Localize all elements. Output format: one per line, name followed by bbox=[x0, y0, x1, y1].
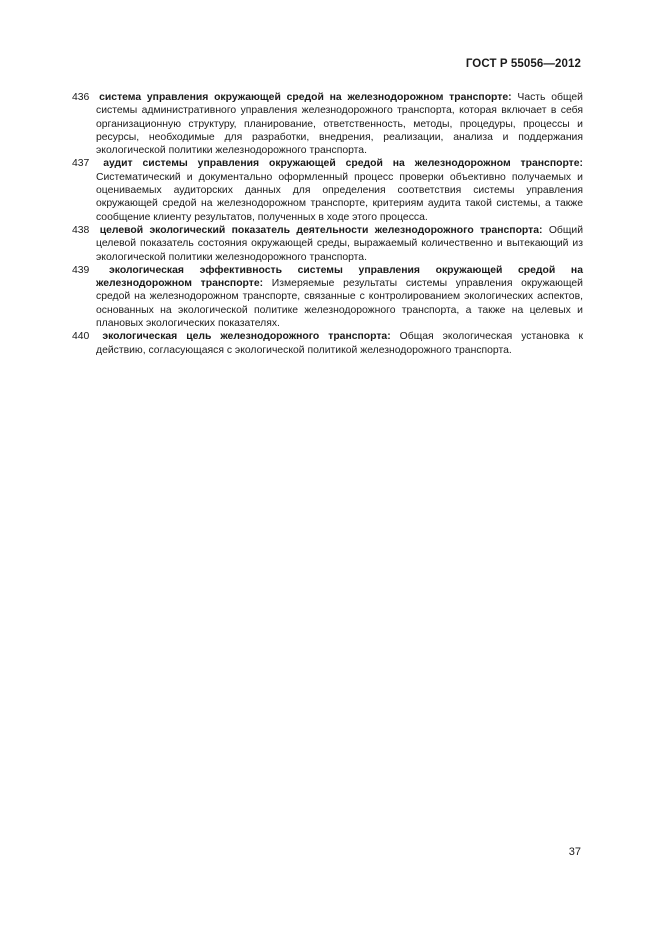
term-entry-437 bbox=[72, 157, 583, 223]
term-number: 440 bbox=[72, 331, 90, 343]
term-definition: Измеряемые результаты системы управления окружающей средой на железнодорожном транспорте, связанные с контролированием экологических аспектов, основанных на экологической политике железнодорожного транспорта, а также на целевых и плановых экологических показателях. bbox=[96, 278, 583, 330]
term-entry-440 bbox=[72, 330, 583, 357]
standard-code-header: ГОСТ Р 55056—2012 bbox=[465, 58, 581, 70]
terms-list bbox=[72, 91, 583, 357]
term-entry-439 bbox=[72, 264, 583, 330]
term-number: 439 bbox=[72, 264, 90, 276]
term-title: система управления окружающей средой на железнодорожном транспорте: bbox=[99, 92, 512, 103]
term-title: целевой экологический показатель деятельности железнодорожного транспорта: bbox=[99, 224, 543, 236]
term-definition: Общая экологическая установка к действию, согласующаяся с экологической политикой железнодорожного транспорта. bbox=[96, 331, 584, 356]
term-entry-438 bbox=[72, 224, 583, 264]
term-entry-436 bbox=[72, 91, 583, 157]
term-title: экологическая эффективность системы управления окружающей средой на железнодорожном транспорте: bbox=[96, 264, 583, 290]
term-definition: Часть общей системы административного управления железнодорожного транспорта, которая включает в себя организационную структуру, планирование, ответственность, методы, процедуры, процессы и ресурсы, необходимые для разработки, внедрения, реализации, анализа и поддержания экологической политики железнодорожного транспорта. bbox=[96, 92, 583, 157]
term-number: 436 bbox=[72, 92, 90, 103]
term-number: 438 bbox=[72, 224, 90, 236]
term-definition: Систематический и документально оформленный процесс проверки объективно получаемых и оцениваемых аудиторских данных для определения соответствия системы управления окружающей средой на железнодорожном транспорте, критериям аудита такой системы, а также сообщение клиенту результатов, полученных в ходе этого процесса. bbox=[96, 171, 583, 223]
term-number: 437 bbox=[72, 158, 90, 170]
term-definition: Общий целевой показатель состояния окружающей среды, выражаемый количественно и вытекающий из экологической политики железнодорожного транспорта. bbox=[96, 224, 584, 263]
page-number: 37 bbox=[568, 846, 581, 858]
term-title: экологическая цель железнодорожного транспорта: bbox=[102, 331, 391, 343]
term-title: аудит системы управления окружающей средой на железнодорожном транспорте: bbox=[103, 158, 583, 170]
